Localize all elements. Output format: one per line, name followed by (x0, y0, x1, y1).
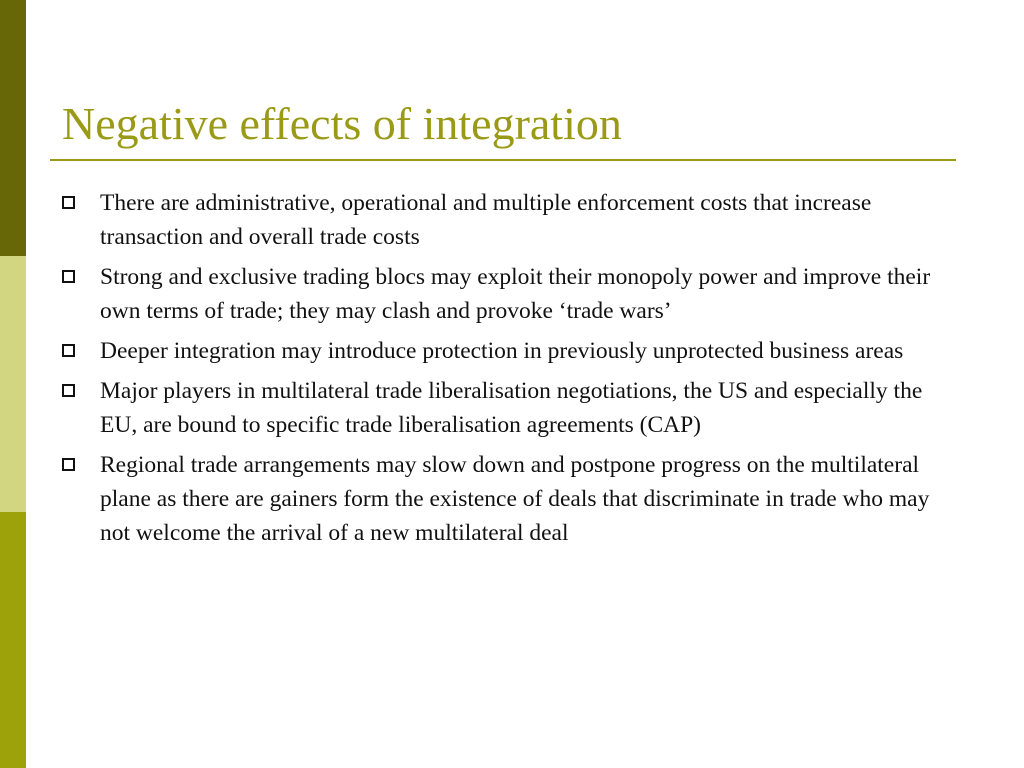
hollow-square-bullet-icon (62, 196, 75, 209)
title-underline-rule (50, 159, 956, 161)
accent-bar-middle-segment (0, 256, 26, 512)
hollow-square-bullet-icon (62, 344, 75, 357)
bullet-text: There are administrative, operational and multiple enforcement costs that increase transaction and overall trade costs (100, 190, 872, 250)
bullet-text: Deeper integration may introduce protection in previously unprotected business areas (100, 338, 904, 364)
hollow-square-bullet-icon (62, 384, 75, 397)
slide-title: Negative effects of integration (62, 98, 622, 149)
hollow-square-bullet-icon (62, 458, 75, 471)
bullet-item (62, 260, 962, 328)
bullet-item (62, 186, 962, 254)
bullet-item (62, 334, 962, 368)
accent-bar-top-segment (0, 0, 26, 256)
bullet-item (62, 448, 962, 550)
bullet-text: Major players in multilateral trade liberalisation negotiations, the US and especially the EU, are bound to specific trade liberalisation agreements (CAP) (100, 378, 923, 438)
accent-bar-bottom-segment (0, 512, 26, 768)
left-accent-bar (0, 0, 26, 768)
bullet-item (62, 374, 962, 442)
hollow-square-bullet-icon (62, 270, 75, 283)
bullet-text: Regional trade arrangements may slow down and postpone progress on the multilateral plane as there are gainers form the existence of deals that discriminate in trade who may not welcome the arrival of a new multilateral deal (100, 452, 930, 546)
bullet-text: Strong and exclusive trading blocs may exploit their monopoly power and improve their own terms of trade; they may clash and provoke ‘trade wars’ (100, 264, 931, 324)
bullet-list (62, 186, 962, 556)
